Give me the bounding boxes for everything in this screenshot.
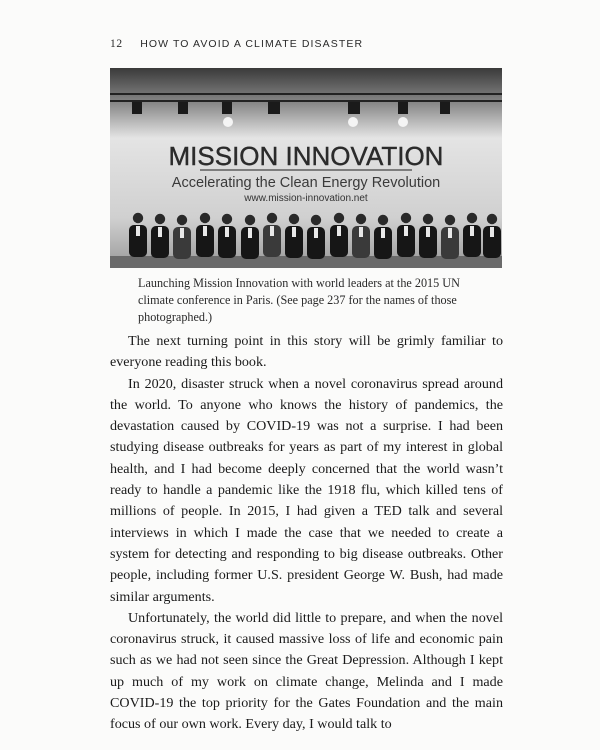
banner-url: www.mission-innovation.net (244, 193, 368, 204)
paragraph: Unfortunately, the world did little to prepare, and when the novel coronavirus struck, it caused massive loss of life and economic pain such as we had not seen since the Great Depression. Although I kept up much of my work on climate change, Melinda and I made COVID-19 the top priority for the Gates Foundation and the main focus of our own work. Every day, I would talk to (110, 609, 503, 733)
paragraph: In 2020, disaster struck when a novel coronavirus spread around the world. To anyone who knows the history of pandemics, the devastation caused by COVID-19 was not a surprise. I had been studying disease outbreaks for years as part of my interest in global health, and I had become deeply concerned that the world wasn’t ready to handle a pandemic like the 1918 flu, which killed tens of millions of people. In 2015, I had given a TED talk and several interviews in which I made the case that we needed to create a system for detecting and responding to big disease outbreaks. Other people, including former U.S. president George W. Bush, had made similar arguments. (110, 375, 503, 605)
running-head (110, 38, 363, 50)
banner-subtitle: Accelerating the Clean Energy Revolution (171, 175, 441, 191)
page-number: 12 (110, 38, 123, 50)
body-text (110, 331, 503, 736)
photo-caption: Launching Mission Innovation with world leaders at the 2015 UN climate conference in Paris. (See page 237 for the names of those photographed.) (138, 276, 460, 324)
world-leaders-group (129, 213, 501, 259)
book-title: HOW TO AVOID A CLIMATE DISASTER (140, 38, 364, 50)
banner-title: MISSION INNOVATION (168, 141, 444, 171)
paragraph: The next turning point in this story will be grimly familiar to everyone reading this book. (110, 333, 503, 371)
mission-innovation-photo (110, 68, 502, 268)
